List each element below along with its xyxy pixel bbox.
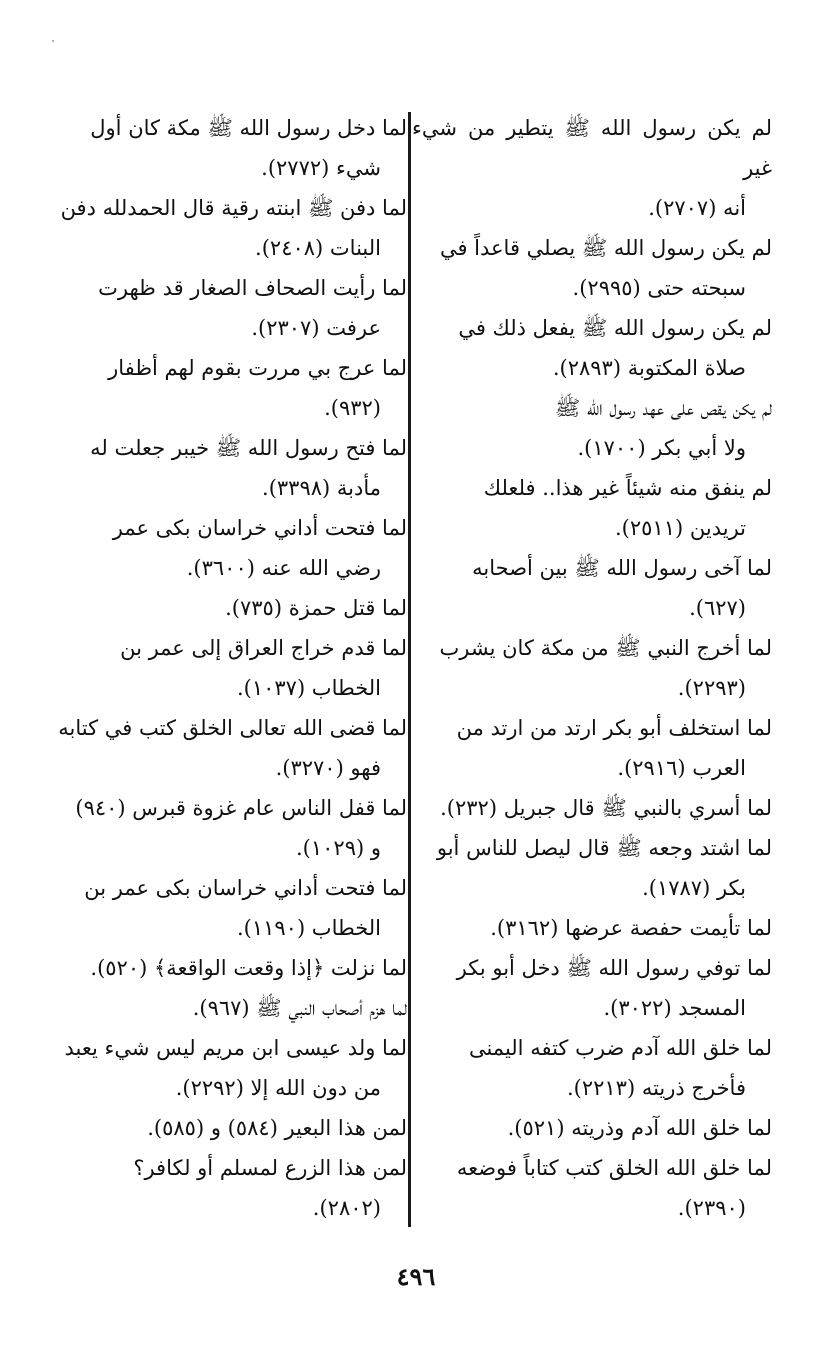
entry-text: لما عرج بي مررت بقوم لهم أظفار bbox=[108, 356, 407, 380]
entry-text: لما ولد عيسى ابن مريم ليس شيء يعبد bbox=[64, 1036, 407, 1060]
entry-text: لما هزم أصحاب النبي ﷺ (٩٦٧). bbox=[192, 996, 407, 1020]
entry-text: لما رأيت الصحاف الصغار قد ظهرت bbox=[98, 276, 407, 300]
index-entry bbox=[412, 388, 772, 468]
entry-continuation: و (١٠٢٩). bbox=[295, 836, 381, 860]
entry-text: لما أخرج النبي ﷺ من مكة كان يشرب bbox=[439, 636, 772, 660]
entry-text: لما فتحت أداني خراسان بكى عمر bbox=[112, 516, 407, 540]
index-entry bbox=[47, 988, 407, 1028]
index-entry bbox=[47, 348, 407, 428]
entry-text: لما تأيمت حفصة عرضها (٣١٦٢). bbox=[490, 916, 772, 940]
entry-continuation: الخطاب (١١٩٠). bbox=[236, 916, 381, 940]
index-entry bbox=[412, 1028, 772, 1108]
entry-text: لما قدم خراج العراق إلى عمر بن bbox=[120, 636, 407, 660]
index-entry bbox=[412, 628, 772, 708]
entry-continuation: (٢٢٩٣). bbox=[677, 676, 746, 700]
index-entry bbox=[412, 108, 772, 228]
entry-continuation: من دون الله إلا (٢٢٩٢). bbox=[175, 1076, 381, 1100]
index-entry bbox=[47, 428, 407, 508]
index-entry bbox=[47, 188, 407, 268]
index-entry bbox=[412, 1148, 772, 1228]
index-entry bbox=[47, 708, 407, 788]
index-entry bbox=[412, 1108, 772, 1148]
entry-text: لما فتح رسول الله ﷺ خيبر جعلت له bbox=[90, 436, 407, 460]
index-entry bbox=[47, 1028, 407, 1108]
index-entry bbox=[47, 788, 407, 868]
entry-text: لما آخى رسول الله ﷺ بين أصحابه bbox=[472, 556, 772, 580]
entry-continuation: رضي الله عنه (٣٦٠٠). bbox=[186, 556, 381, 580]
speck bbox=[52, 40, 54, 42]
entry-text: لم يكن رسول الله ﷺ يتطير من شيء غير bbox=[412, 116, 772, 180]
entry-text: لما قتل حمزة (٧٣٥). bbox=[225, 596, 407, 620]
entry-continuation: البنات (٢٤٠٨). bbox=[255, 236, 381, 260]
entry-continuation: (٢٣٩٠). bbox=[677, 1196, 746, 1220]
entry-continuation: بكر (١٧٨٧). bbox=[642, 876, 746, 900]
entry-text: لم يكن رسول الله ﷺ يصلي قاعداً في bbox=[439, 236, 772, 260]
index-entry bbox=[47, 268, 407, 348]
entry-continuation: (٩٣٢). bbox=[324, 396, 381, 420]
entry-text: لما خلق الله آدم وذريته (٥٢١). bbox=[507, 1116, 772, 1140]
entry-text: لما استخلف أبو بكر ارتد من ارتد من bbox=[456, 716, 772, 740]
index-entry bbox=[47, 588, 407, 628]
index-entry bbox=[47, 108, 407, 188]
entry-continuation: تريدين (٢٥١١). bbox=[615, 516, 746, 540]
index-entry bbox=[412, 308, 772, 388]
index-entry bbox=[412, 828, 772, 908]
entry-text: لمن هذا الزرع لمسلم أو لكافر؟ bbox=[133, 1156, 407, 1180]
entry-continuation: ولا أبي بكر (١٧٠٠). bbox=[577, 436, 746, 460]
entry-text: لم يكن رسول الله ﷺ يفعل ذلك في bbox=[458, 316, 772, 340]
entry-text: لما أسري بالنبي ﷺ قال جبريل (٢٣٢). bbox=[440, 796, 772, 820]
entry-text: لما قفل الناس عام غزوة قبرس (٩٤٠) bbox=[75, 796, 407, 820]
index-entry bbox=[47, 508, 407, 588]
index-entry bbox=[412, 708, 772, 788]
entry-continuation: أنه (٢٧٠٧). bbox=[648, 196, 746, 220]
entry-continuation: شيء (٢٧٧٢). bbox=[261, 156, 381, 180]
entry-text: لما دفن ﷺ ابنته رقية قال الحمدلله دفن bbox=[60, 196, 407, 220]
entry-text: لم ينفق منه شيئاً غير هذا.. فلعلك bbox=[483, 476, 772, 500]
entry-text: لمن هذا البعير (٥٨٤) و (٥٨٥). bbox=[147, 1116, 407, 1140]
entry-text: لما خلق الله آدم ضرب كتفه اليمنى bbox=[468, 1036, 772, 1060]
index-entry bbox=[412, 788, 772, 828]
index-entry bbox=[412, 468, 772, 548]
entry-continuation: سبحته حتى (٢٩٩٥). bbox=[572, 276, 746, 300]
entry-continuation: المسجد (٣٠٢٢). bbox=[603, 996, 746, 1020]
entry-continuation: مأدبة (٣٣٩٨). bbox=[262, 476, 381, 500]
index-column-left bbox=[47, 108, 407, 1228]
page-number: ٤٩٦ bbox=[396, 1262, 436, 1291]
index-entry bbox=[47, 948, 407, 988]
entry-text: لما قضى الله تعالى الخلق كتب في كتابه bbox=[58, 716, 407, 740]
entry-continuation: فأخرج ذريته (٢٢١٣). bbox=[566, 1076, 746, 1100]
index-entry bbox=[412, 908, 772, 948]
index-entry bbox=[47, 1108, 407, 1148]
entry-text: لم يكن يقص على عهد رسول الله ﷺ bbox=[554, 396, 772, 420]
entry-continuation: عرفت (٢٣٠٧). bbox=[251, 316, 381, 340]
entry-text: لما فتحت أداني خراسان بكى عمر بن bbox=[84, 876, 407, 900]
entry-continuation: الخطاب (١٠٣٧). bbox=[236, 676, 381, 700]
index-entry bbox=[47, 1148, 407, 1228]
index-entry bbox=[412, 548, 772, 628]
entry-text: لما توفي رسول الله ﷺ دخل أبو بكر bbox=[456, 956, 772, 980]
entry-continuation: العرب (٢٩١٦). bbox=[617, 756, 746, 780]
entry-text: لما نزلت ﴿إذا وقعت الواقعة﴾ (٥٢٠). bbox=[90, 956, 407, 980]
entry-text: لما اشتد وجعه ﷺ قال ليصل للناس أبو bbox=[436, 836, 772, 860]
index-entry bbox=[47, 868, 407, 948]
entry-continuation: (٦٢٧). bbox=[689, 596, 746, 620]
index-column-right bbox=[412, 108, 772, 1228]
entry-continuation: صلاة المكتوبة (٢٨٩٣). bbox=[552, 356, 746, 380]
entry-continuation: فهو (٣٢٧٠). bbox=[275, 756, 381, 780]
entry-text: لما خلق الله الخلق كتب كتاباً فوضعه bbox=[456, 1156, 772, 1180]
entry-text: لما دخل رسول الله ﷺ مكة كان أول bbox=[90, 116, 407, 140]
index-entry bbox=[412, 228, 772, 308]
index-entry bbox=[47, 628, 407, 708]
entry-continuation: (٢٨٠٢). bbox=[312, 1196, 381, 1220]
column-divider bbox=[408, 112, 411, 1227]
index-entry bbox=[412, 948, 772, 1028]
